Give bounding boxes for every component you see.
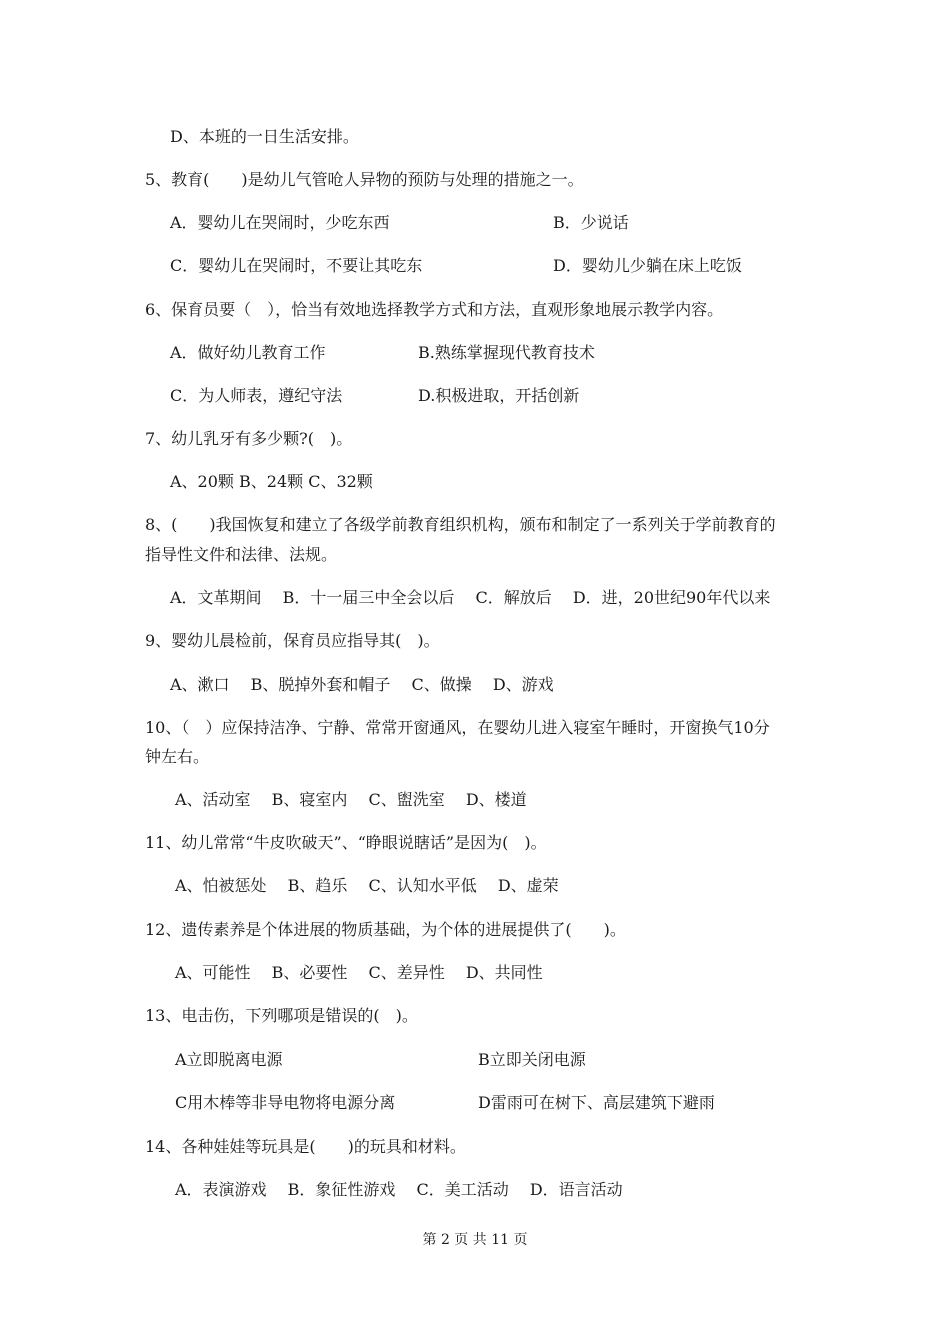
question-11: 11、幼儿常常“牛皮吹破天”、“睁眼说瞎话”是因为( )。 bbox=[145, 833, 547, 852]
question-8-cont: 指导性文件和法律、法规。 bbox=[145, 545, 338, 564]
q14-options: A．表演游戏 B．象征性游戏 C．美工活动 D．语言活动 bbox=[175, 1180, 623, 1199]
question-10-cont: 钟左右。 bbox=[145, 747, 210, 766]
q8-options: A．文革期间 B．十一届三中全会以后 C．解放后 D．进，20世纪90年代以来 bbox=[170, 588, 771, 607]
q5-option-d: D．婴幼儿少躺在床上吃饭 bbox=[553, 256, 742, 275]
q11-options: A、怕被惩处 B、趋乐 C、认知水平低 D、虚荣 bbox=[175, 876, 559, 895]
question-13: 13、电击伤，下列哪项是错误的( )。 bbox=[145, 1006, 418, 1025]
q5-option-b: B．少说话 bbox=[553, 213, 629, 232]
q6-option-c: C．为人师表，遵纪守法 bbox=[170, 386, 343, 405]
question-5: 5、教育( )是幼儿气管呛人异物的预防与处理的措施之一。 bbox=[145, 170, 584, 189]
q6-option-a: A．做好幼儿教育工作 bbox=[170, 343, 326, 362]
q9-options: A、漱口 B、脱掉外套和帽子 C、做操 D、游戏 bbox=[170, 675, 554, 694]
q5-option-a: A．婴幼儿在哭闹时，少吃东西 bbox=[170, 213, 390, 232]
q13-option-a: A立即脱离电源 bbox=[175, 1050, 283, 1069]
question-7: 7、幼儿乳牙有多少颗?( )。 bbox=[145, 429, 353, 448]
question-6: 6、保育员要（ ），恰当有效地选择教学方式和方法，直观形象地展示教学内容。 bbox=[145, 300, 724, 319]
question-12: 12、遗传素养是个体进展的物质基础，为个体的进展提供了( )。 bbox=[145, 920, 626, 939]
q6-option-d: D.积极进取，开括创新 bbox=[418, 386, 580, 405]
q7-options: A、20颗 B、24颗 C、32颗 bbox=[170, 472, 373, 491]
q4-option-d: D、本班的一日生活安排。 bbox=[170, 127, 359, 146]
q13-option-d: D雷雨可在树下、高层建筑下避雨 bbox=[478, 1093, 715, 1112]
q12-options: A、可能性 B、必要性 C、差异性 D、共同性 bbox=[175, 963, 543, 982]
question-9: 9、婴幼儿晨检前，保育员应指导其( )。 bbox=[145, 631, 440, 650]
question-10: 10、（ ）应保持洁净、宁静、常常开窗通风，在婴幼儿进入寝室午睡时，开窗换气10分 bbox=[145, 718, 770, 737]
q6-option-b: B.熟练掌握现代教育技术 bbox=[418, 343, 595, 362]
q13-option-c: C用木棒等非导电物将电源分离 bbox=[175, 1093, 396, 1112]
q10-options: A、活动室 B、寝室内 C、盥洗室 D、楼道 bbox=[175, 790, 527, 809]
q13-option-b: B立即关闭电源 bbox=[478, 1050, 586, 1069]
page-number-footer: 第 2 页 共 11 页 bbox=[422, 1232, 528, 1248]
q5-option-c: C．婴幼儿在哭闹时，不要让其吃东 bbox=[170, 256, 423, 275]
question-8: 8、( )我国恢复和建立了各级学前教育组织机构，颁布和制定了一系列关于学前教育的 bbox=[145, 515, 776, 534]
question-14: 14、各种娃娃等玩具是( )的玩具和材料。 bbox=[145, 1137, 466, 1156]
